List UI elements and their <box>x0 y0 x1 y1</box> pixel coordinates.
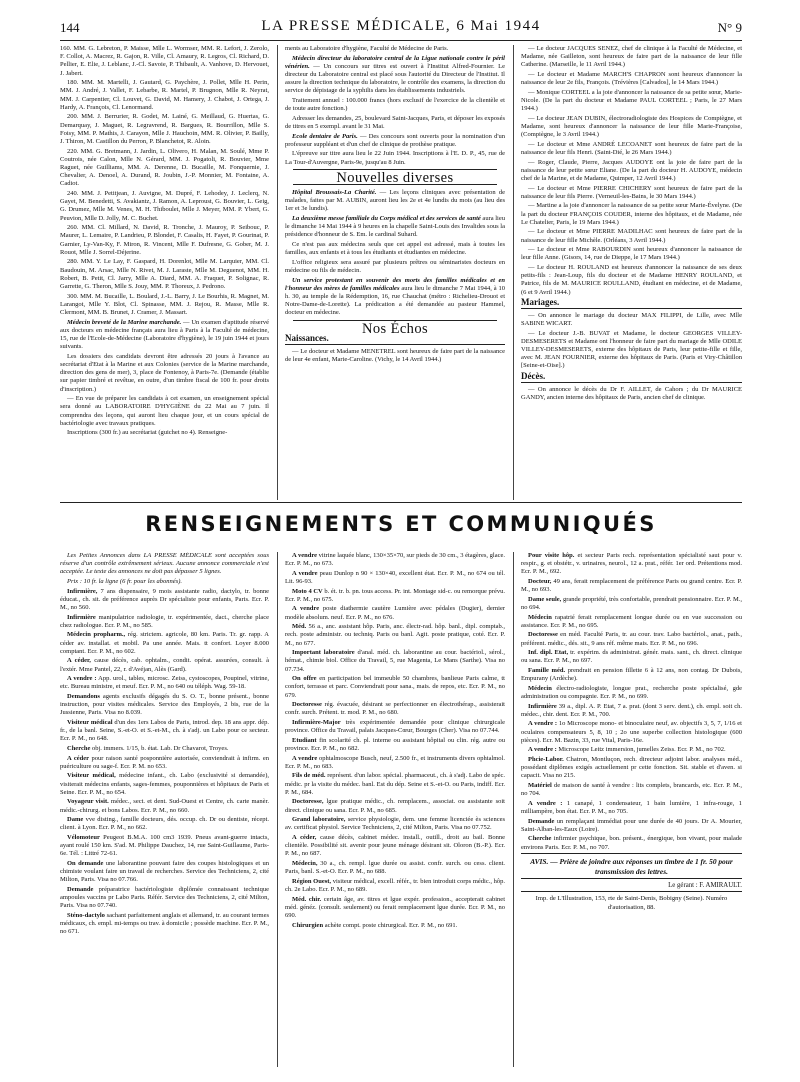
name-list-paragraph: 220. MM. G. Bretmann, J. Jardin, L. Olivero, H. Malan, M. Soulé, Mme P. Coutrois, née Calon, Mlle N. Gérard, MM. J. Pogatoli, R. Bouvier, Mme Raguet, née Guilliams, MM. A. Derenne, D. Bucaille, M. Fonquernie, J. Chevalier, A. Denoel, A. Durand, R. Joubin, J.-P. Monnier, M. Fontaine, A. Cadiot. <box>60 147 269 188</box>
ad-keyword: Pour visite hôp. <box>528 552 575 559</box>
classified-ad <box>60 745 269 753</box>
classified-ad <box>285 552 505 568</box>
ad-keyword: Doctoresse <box>528 631 558 639</box>
ad-keyword: Doctoresse <box>292 701 322 709</box>
ad-keyword: A céder, <box>67 657 91 665</box>
ad-text: cause décès, cabinet médec. install., outill., droit au bail. Bonne clientèle. Possibilité sit. avenir pour jeune ménage désirant sit. Oloron (B.-P.). Ecr. P. M., no 687. <box>285 833 505 858</box>
section-heading-nouvelles-diverses: Nouvelles diverses <box>336 169 454 186</box>
paragraph-service-protestant: Un service protestant en souvenir des morts des familles médicales et en l'honneur des mères de familles médicales aura lieu le dimanche 7 Mai 1944, à 10 h. 30, au temple de la Rédemption, 16, rue Chauchat (métro : Richelieu-Drouot et Notre-Dame-de-Lorette). La prédication a été demandée au pasteur Hammel, docteur en médecine. <box>285 276 505 317</box>
classified-ad <box>521 685 742 701</box>
classified-ad <box>521 614 742 630</box>
ad-keyword: Matériel <box>528 781 552 789</box>
ad-text: grande propriété, très confortable, prendrait pensionnaire. Ecr. P. M., no 694. <box>521 595 742 611</box>
ad-text: un remplaçant immédiat pour une durée de 40 jours. Dr A. Mourier, Saint-Alban-les-Eaux (Loire). <box>521 817 742 833</box>
birth-notice: — Le docteur et Mme PIERRE CHICHERY sont heureux de faire part de la naissance de leur fils Pierre. (Verneuil-les-Bains, le 30 Mars 1944.) <box>521 184 742 200</box>
ad-keyword: Demande <box>528 817 555 825</box>
ad-keyword: Dame <box>67 816 84 824</box>
ad-keyword: Dame seule, <box>528 595 562 603</box>
ad-keyword: Cherche <box>528 835 552 843</box>
ad-keyword: Demandons <box>67 692 100 700</box>
column-divider-1 <box>277 45 278 500</box>
ad-keyword: Infirmière <box>528 702 557 710</box>
section-title: RENSEIGNEMENTS ET COMMUNIQUÉS <box>145 512 657 536</box>
gerant-line: Le gérant : F. AMIRAULT. <box>668 881 742 889</box>
classified-ad <box>285 623 505 648</box>
paragraph-hopital: Hôpital Broussais-La Charité. — Les leçons cliniques avec présentation de malades, faites par M. AUBIN, auront lieu les 2e et 4e lundis du mois (au lieu des 1er et 3e lundis). <box>285 189 505 213</box>
subheading-rule <box>521 308 742 309</box>
column-1 <box>60 45 269 500</box>
classified-ad <box>521 667 742 683</box>
ad-keyword: Méd. chir. <box>292 895 322 903</box>
classified-ad <box>521 782 742 798</box>
ad-keyword: Etudiant <box>292 736 317 744</box>
ad-text: fin scolarité ch. pl. interne ou assistant hôpital ou clin. rég. autre ou province. Ecr. P. M., no 682. <box>285 736 505 752</box>
name-list-paragraph: 240. MM. J. Petitjean, J. Auvigne, M. Dupré, F. Lehodey, J. Leclerq, N. Gayet, M. Benedetti, S. Avakiantz, J. Ramon, A. Leproust, G. Bouvier, L. Geig, G. Drumez, Mlle M. Venes, M. H. Thiboulet, Mlle J. Meyer, MM. P. Ybert, G. Peuvion, Mlle D. Jolly, M. C. Buchet. <box>60 190 269 222</box>
birth-notice: — Le docteur H. ROULAND est heureux d'annoncer la naissance de ses deux petits-fils : Jean-Loup, fils du docteur et de Madame HENRY ROULAND, et Patrice, fils de M. MAURICE ROULLAND, étudiant en médecine, et de Madame, (6 et 9 Avril 1944.) <box>521 263 742 296</box>
ads-intro: Les Petites Annonces dans LA PRESSE MÉDICALE sont acceptées sous réserve d'un contrôle extrêmement sérieux. Aucune annonce commerciale n'est acceptée. Le texte des annonces ne doit pas dépasser 5 lignes. <box>60 552 269 576</box>
ads-price: Prix : 10 fr. la ligne (6 fr. pour les abonnés). <box>67 578 183 585</box>
paragraph-title: Médecin breveté de la Marine marchande. <box>67 318 182 326</box>
classified-ad <box>60 886 269 911</box>
name-list-paragraph: 200. MM. J. Berrurier, R. Godet, M. Lainé, G. Meillaud, G. Huertas, G. Demarquay, J. Maguet, R. Legravrend, R. Bargues, R. Bourrillon, Mlle S. Foisy, MM. P. Mathis, J. Carayon, Mlle J. Hauchoin, MM. R. Olivier, P. Bailly, J. Thiron, M. Castillon du Perron, P. Blanchetot, R. Aloin. <box>60 113 269 146</box>
birth-notice: — Roger, Claude, Pierre, Jacques AUDOYE ont la joie de faire part de la naissance de leur petite sœur Eliane. (De la part du docteur H. AUDOYE, médecin chef de la Marine, et de Madame, Quimper, 12 Avril 1944.) <box>521 158 742 182</box>
ad-text: Chatron, Montluçon, rech. directeur adjoint labor. analyses méd., possédant diplômes exigés actuellement pr cette fonction. Sit. stable et d'aven. si capacit. Visa no 215. <box>521 755 742 780</box>
classified-ad <box>285 701 505 717</box>
ad-text: ophtalmoscope Busch, neuf, 2.500 fr., et instruments divers ophtalmol. Ecr. P. M., no 683. <box>285 754 505 770</box>
ad-text: Peugeot B.M.A. 100 cm3 1939. Pneus avant-guerre intacts, ayant roulé 150 km. S'ad. M. Philippe Dauchez, 14, rue Saint-Guillaume, Paris-6e. Tél. : Littré 72-61. <box>60 833 269 858</box>
ad-keyword: Visiteur médical, <box>67 772 116 780</box>
ad-text: rapatrié ferait remplacement longue durée ou en vue succession ou assistance. Ecr. P. M., no 695. <box>521 613 742 629</box>
ad-text: électro-radiologiste, longue prat., recherche poste spécialisé, gde administration ou compagnie. Ecr. P. M., no 699. <box>521 684 742 700</box>
ad-text: préparatrice bactériologiste diplômée connaissant technique ampoules vaccins pr Labo Paris. Référ. Service des Techniciens, 2, cité Milton, Paris. Visa no 07.740. <box>60 885 269 910</box>
ad-keyword: Fils de méd. <box>292 772 326 780</box>
classified-ad <box>521 631 742 647</box>
subheading-deces: Décès. <box>521 370 546 381</box>
ad-keyword: Docteur, <box>528 578 552 585</box>
ads-divider-1 <box>277 552 278 1067</box>
classified-ad <box>60 772 269 797</box>
classified-ad <box>60 798 269 814</box>
ad-text: vitrine laquée blanc, 130×35×70, sur pieds de 30 cm., 3 étagères, glace. Ecr. P. M., no 673. <box>285 552 505 568</box>
ad-text: 49 ans, ferait remplacement de préférence Paris ou grand centre. Ecr. P. M., no 693. <box>521 578 742 594</box>
paragraph-traitement: Traitement annuel : 100.000 francs (hors exclusif de l'exercice de la clientèle et de toute autre fonction.) <box>285 97 505 113</box>
paragraph-epreuve: L'épreuve sur titre aura lieu le 22 Juin 1944. Inscriptions à l'E. D. P., 45, rue de La Tour-d'Auvergne, Paris-9e, jusqu'au 8 Juin. <box>285 150 505 166</box>
ad-keyword: A vendre <box>292 754 318 762</box>
paragraph-dossiers: Les dossiers des candidats devront être adressés 20 jours à l'avance au secrétariat d'Etat à la Marine et aux Colonies (service de la Marine marchande, direction des gens de mer), 3, place de Fontenoy, à Paris-7e. (Demande (établie sur papier timbré et revêtue, en outre, d'un timbre fiscal de 100 fr. pour droits d'inscription.) <box>60 352 269 393</box>
ad-keyword: On offre <box>292 675 317 683</box>
marriage-notice: — Le docteur J.-B. BUVAT et Madame, le docteur GEORGES VILLEY-DESMESERETS et Madame ont l'honneur de faire part du mariage de Mlle ODILE VILLEY-DESMESERETS, externe des hôpitaux de Paris, leur petite-fille et fille, avec M. JEAN FOURNIER, externe des hôpitaux de Paris. (Paris et Viry-Châtillon [Seine-et-Oise].) <box>521 329 742 370</box>
ad-text: médecine infant., ch. Labo (exclusivité si demandée), visiterait médecins enfants, sages-femmes, pouponnières et hôpitaux de Paris et Seine. Ecr. P. M., no 654. <box>60 772 269 796</box>
ad-keyword: Voyageur visit. <box>67 798 109 806</box>
ad-keyword: Médecin propharm., <box>67 631 126 639</box>
ad-text: 7 ans dispensaire, 9 mois assistante radio, dactylo, tr. bonne éducat., ch. sit. de préférence auprès Dr spécialiste pour enfants, Paris. Ecr. P. M., no 560. <box>60 587 269 611</box>
ad-text: visiteur médical, excell. référ., tr. bien introduit corps médic., hôp. ch. 2e Labo. Ecr. P. M., no 689. <box>285 877 505 893</box>
paragraph-preparation: — En vue de préparer les candidats à cet examen, un enseignement spécial sera donné au LABORATOIRE D'HYGIÈNE du 22 Mai au 7 juin. Il comprendra des leçons, qui auront lieu chaque jour, et un cours spécial de bactériologie avec travaux pratiques. <box>60 395 269 427</box>
ad-keyword: A vendre <box>292 569 318 577</box>
classified-ad <box>521 649 742 665</box>
birth-notice: — Monique CORTEEL a la joie d'annoncer la naissance de sa petite sœur, Marie-Nicole. (De la part du docteur et Madame PAUL CORTEEL ; Paris, le 27 Mars 1944.) <box>521 88 742 113</box>
paragraph-messe-3: L'office religieux sera assuré par plusieurs prêtres ou séminaristes docteurs en médecine ou fils de médecin. <box>285 258 505 274</box>
birth-notice: — Le docteur et Mme ANDRÉ LECOANET sont heureux de faire part de la naissance de leur fils Henri. (Saint-Dié, le 26 Mars 1944.) <box>521 140 742 156</box>
classified-ad <box>285 816 505 832</box>
death-notice: — On annonce le décès du Dr F. AILLET, de Cahors ; du Dr MAURICE GANDY, ancien interne des hôpitaux de Paris, ancien chef de clinique. <box>521 385 742 401</box>
ad-text: obj. immers. 1/15, b. état. Lab. Dr Chavarot, Troyes. <box>90 744 229 752</box>
ad-text: Microscope Leitz immersion, jumelles Zeiss. Ecr. P. M., no 702. <box>556 746 726 754</box>
ad-text: rég. évacuée, désirant se perfectionner en électrothérap., assisterait confr. surch. Prétent. tr. mod. P. M., no 680. <box>285 701 505 717</box>
ad-keyword: Chirurgien <box>292 921 324 929</box>
ad-text: et secteur Paris rech. représentation spécialisté saut pour v. respir., g. et obstétr., v. urinaires, neurol., 12 a. prat., référ. 1er ord. Prétentions mod. Ecr. P. M., 692. <box>521 552 742 576</box>
name-list-paragraph: 300. MM. M. Bucaille, L. Boulard, J.-L. Barry, J. Le Bourhis, R. Magnet, M. Larangot, Mlle Y. Blot, Cl. Spinasse, MM. J. Rejou, R. Masse, Mlle R. Clermont, MM. B. Brunet, J. Cramer, J. Massart. <box>60 292 269 317</box>
classified-ad <box>60 755 269 771</box>
ad-keyword: A vendre : <box>528 720 558 728</box>
ad-text: achète compt. poste chirurgical. Ecr. P. M., no 691. <box>323 921 458 929</box>
ad-keyword: Moto 4 CV <box>292 587 323 595</box>
classified-ad <box>60 693 269 718</box>
classified-ad <box>60 631 269 656</box>
classified-ad <box>521 818 742 834</box>
ad-keyword: Phcie-Labor. <box>528 755 564 763</box>
birth-notice: — Le docteur JEAN DUBIN, électroradiologiste des Hospices de Compiègne, et Madame, sont heureux d'annoncer la naissance de leur fille Marie-Françoise, (Compiègne, le 3 Avril 1944.) <box>521 114 742 139</box>
name-list-paragraph: 260. MM. Cl. Millard, N. David, R. Tronche, J. Mauroy, P. Seibouc, P. Maurer, L. Lemaire, P. Landrieu, P. Blondet, F. Casalis, H. Fayet, P. Gourinat, P. Garnier, Ly-Van-Ky, F. Miron, R. Vincent, Mlle F. Dufresne, G. Gober, M. J. Rouot, Mlle J. Sorrel-Déjerine. <box>60 224 269 256</box>
birth-notice: — Le docteur et Mme PIERRE MADILHAC sont heureux de faire part de la naissance de leur fille Michèle. (Orléans, 3 Avril 1944.) <box>521 228 742 244</box>
classified-ad <box>521 578 742 594</box>
classified-ad <box>60 588 269 613</box>
paragraph-adresser: Adresser les demandes, 25, boulevard Saint-Jacques, Paris, et déposer les exposés de titres en 5 exempl. avant le 31 Mai. <box>285 114 505 130</box>
paragraph-brevete <box>60 319 269 352</box>
ad-text: sachant parfaitement anglais et allemand, tr. au courant termes médicaux, ch. empl. mi-temps ou trav. à domicile ; possède machine. Ecr. P. M., no 671. <box>60 911 269 936</box>
ad-text: médec., sect. et dent. Sud-Ouest et Centre, ch. carte manèr. médic.-chirurg. et bons Labos. Ecr. P. M., no 660. <box>60 798 269 814</box>
classified-ad <box>285 719 505 735</box>
ad-keyword: Région Ouest, <box>292 877 332 885</box>
imprint-line: Imp. de L'Illustration, 153, rte de Saint-Denis, Bobigny (Seine). Numéro d'autorisation, 88. <box>535 895 728 911</box>
ad-text: d'anal. méd. ch. laborantine au cour. bactériol., sérol., hémat., chimie biol. Office du Travail, 5, rue Magenta, Le Mans (Sarthe). Visa no 07.734. <box>285 649 505 673</box>
ad-text: d'un des 1ers Labos de Paris, introd. dep. 18 ans appr. dép. fr., de la banl. Seine, S.-et-O. et S.-et-M., ch. à s'adj. un Labo pour ce secteur. Ecr. P. M., no 648. <box>60 718 269 743</box>
classified-ad <box>60 816 269 832</box>
marriage-notice: — On annonce le mariage du docteur MAX FILIPPI, de Lille, avec Mlle SABINE WICART. <box>521 311 742 327</box>
issue-number: N° 9 <box>717 20 742 35</box>
ad-keyword: A vendre : <box>528 799 563 807</box>
classified-ad <box>521 552 742 577</box>
ad-keyword: Médecin <box>528 613 552 621</box>
ad-keyword: A vendre <box>292 552 317 559</box>
classified-ad <box>521 835 742 851</box>
ad-text: 39 a., dipl. A. P. Etat, 7 a. prat. (dont 3 serv. dent.), ch. empl. soit ch. médec., chir. dent. Ecr. P. M., 700. <box>521 702 742 718</box>
paragraph-directeur: Médecin directeur du laboratoire central de la Ligue nationale contre le péril vénérien. — Un concours sur titres est ouvert à l'Institut Alfred-Fournier. Le directeur du Laboratoire central est placé sous l'autorité du Directeur de l'Institut. Il assure la direction technique du laboratoire, le contrôle des examens, la direction du service de dépistage de la syphilis dans les établissements industriels. <box>285 54 505 95</box>
name-list-paragraph: 280. MM. Y. Le Lay, F. Gaspard, H. Dorenlot, Mlle M. Larquier, MM. Cl. Baudouin, M. Arsac, Mlle N. Rivet, M. J. Laraste, Mlle M. Deguenot, MM. H. Robert, B. Petit, Cl. Jarry, Mlle A. Diard, MM. A. Fraquet, P. Solignac, R. Garrette, G. Theron, Mlle S. Jouy, MM. P. Thoreux, J. Pedrono. <box>60 258 269 291</box>
ad-text: certain âge, av. titres et lgue expér. profession., accepterait cabinet méd. généz. (consult. seulement) ou ferait remplacement lgue durée. Ecr. P. M., no 690. <box>285 895 505 919</box>
ad-text: agents exclusifs dégagés du S. O. T., bonne présent., bonne instruction, pour visites médicales. Service des Employés, 2 bis, rue de la Jussienne, Paris. Visa no 8.039. <box>60 692 269 717</box>
classified-ad <box>60 719 269 744</box>
section-heading-nos-echos: Nos Échos <box>361 320 429 337</box>
ad-text: très expérimentée demandée pour clinique chirurgicale province. Office du Travail, palais Jacques-Cœur, Bourges (Cher). Visa no 07.744. <box>285 718 505 735</box>
ads-column-2 <box>285 552 505 1072</box>
ad-keyword: Infirmière, <box>67 587 98 595</box>
ad-keyword: A céder <box>67 754 90 762</box>
ad-text: vve disting., famille docteurs, dés. occup. ch. Dr ou dentiste, récept. client. à Lyon. Ecr. P. M., no 662. <box>60 816 269 832</box>
avis-rule <box>521 853 742 854</box>
ad-text: représent. d'un labor. spécial. pharmaceut., ch. à s'adj. Labo de spéc. médic. pr la visite du médec. banl. Est du dép. Seine et S.-et-O. ou Paris, indiff. Ecr. P. M., 684. <box>285 772 505 796</box>
classified-ad <box>285 834 505 859</box>
birth-notice: — Le docteur et Mme RABOURDIN sont heureux d'annoncer la naissance de leur fille Anne. (Gisors, 14, rue de Dieppe, le 17 Mars 1944.) <box>521 246 742 262</box>
ad-text: 1 canapé, 1 condensateur, 1 bain lumière, 1 infra-rouge, 1 milliampère, bon état. Ecr. P. M., no 705. <box>521 799 742 815</box>
ad-keyword: Cherche <box>67 744 91 752</box>
classified-ad <box>285 588 505 604</box>
classified-ad <box>60 834 269 859</box>
column-divider-2 <box>513 45 514 500</box>
classified-ad <box>285 878 505 894</box>
birth-notice: — Martine a la joie d'annoncer la naissance de sa petite sœur Marie-Évelyne. (De la part du docteur FRANÇOIS COUDER, interne des hôpitaux, et de Madame, née Le Chatelier, Paris, le 19 Mars 1944.) <box>521 202 742 226</box>
avis-notice: AVIS. — Prière de joindre aux réponses un timbre de 1 fr. 50 pour transmission des lettres. <box>530 857 733 876</box>
ad-text: cause décès, cab. ophtalm., condit. opérat. assurées, consult. à l'extér. Mme Pantel, 22, r. d'Avéjan, Alès (Gard). <box>60 657 269 673</box>
classified-ad <box>60 675 269 691</box>
classified-ad <box>60 860 269 885</box>
classified-ad <box>521 746 742 754</box>
subheading-naissances: Naissances. <box>285 333 329 344</box>
classified-ad <box>60 657 269 673</box>
classified-ad <box>285 860 505 876</box>
ad-text: 56 a., anc. assistant hôp. Paris, anc. électr-rad. hôp. banl., dipl. comptab., rech. poste administr. ou techniq. Paris ou banl. Agit. poste pratique, coté. Ecr. P. M., no 677. <box>285 623 505 647</box>
ad-keyword: On demande <box>67 859 104 867</box>
ad-text: 30 a., ch. rempl. lgue durée ou assist. confr. surch. ou cess. client. Paris, banl. S.-et-O. Ecr. P. M., no 688. <box>285 859 505 876</box>
ad-text: infirmier psychique, bon. présent., énergique, bon vivant, pour malade environs Paris. Ecr. P. M., no 707. <box>521 835 742 851</box>
classified-ad <box>521 703 742 719</box>
column-3 <box>521 45 742 500</box>
ad-text: lgue pratique médic., ch. remplacem., associat. ou assistante soit direct. clinique ou sana. Ecr. P. M., no 685. <box>285 798 505 814</box>
ads-column-1 <box>60 552 269 1072</box>
ad-keyword: Important laboratoire <box>292 649 355 657</box>
ad-text: en méd. Faculté Paris, tr. au cour. trav. Labo bactériol., anat., path., préférent. médic., dés. sit., 9 ans réf. même mais. Ecr. P. M., no 696. <box>521 631 742 647</box>
header-rule <box>60 40 742 41</box>
ad-keyword: A vendre : <box>528 746 557 754</box>
ad-text: App. urol., tables, microsc. Zeiss, cystoscopes, Poupinel, vitrine, etc. Bureau ministre, et meuf. Ecr. P. M., no 640 ou téléph. Wag. 59-18. <box>60 675 269 691</box>
classified-ad <box>285 570 505 586</box>
ad-text: service physiologie, dem. une femme licenciée ès sciences av. certificat physiol. Service Techniciens, 2, cité Milton, Paris. Visa no 07.752. <box>285 816 505 832</box>
classified-ad <box>521 720 742 745</box>
ad-keyword: A vendre : <box>67 675 97 683</box>
classified-ad <box>521 800 742 816</box>
ad-text: tr. expérim. ds administrat. génér. mais. sant., ch. direct. clinique ou sana. Ecr. P. M., no 697. <box>521 649 742 665</box>
ad-keyword: Visiteur médical <box>67 718 113 726</box>
subheading-rule <box>285 344 505 345</box>
paragraph-messe-2: Ce n'est pas aux médecins seuls que cet appel est adressé, mais à toutes les familles, aux enfants et à tous les étudiants et étudiantes en médecine. <box>285 241 505 257</box>
ad-text: une laborantine pouvant faire des coupes histologiques et un chimiste voulant faire un travail de recherches. Service des Techniciens, 2, cité Milton, Paris. Visa no 07.766. <box>60 859 269 884</box>
ad-text: prendrait en pension fillette 6 à 12 ans, non contag. Dr Dubois, Empurany (Ardèche). <box>521 666 742 683</box>
avis-rule <box>521 878 742 879</box>
classified-ad <box>521 596 742 612</box>
column-2 <box>285 45 505 500</box>
ad-keyword: Famille méd. <box>528 666 566 674</box>
name-list-paragraph: 180. MM. M. Martelli, J. Gautard, G. Paychère, J. Pollet, Mlle H. Perin, MM. J. André, J. Vallet, F. Lebarbe, R. Martel, P. Brugnon, Mlle R. Neyrat, MM. J. Carpentier, Cl. Louvet, G. David, M. Hamery, J. Chabot, J. Ortega, J. Hardy, A. François, Cl. Lenormand. <box>60 79 269 111</box>
subheading-rule <box>521 382 742 383</box>
birth-notice: — Le docteur JACQUES SENEZ, chef de clinique à la Faculté de Médecine, et Madame, née Gailleton, sont heureux de faire part de la naissance de leur fille Catherine. (Marseille, le 11 Avril 1944.) <box>521 45 742 69</box>
page-number: 144 <box>60 20 80 35</box>
ad-text: pour raison santé posponnière autorisée, conviendrait à infirm. en puériculture ou sage-f. Ecr. P. M. no 653. <box>60 754 269 770</box>
ad-text: poste diathermie cautère Lumière avec pédales (Dugier), dernier modèle absolum. neuf. Ecr. P. M., no 676. <box>285 605 505 621</box>
paragraph-messe: La deuxième messe familiale du Corps médical et des services de santé aura lieu le dimanche 14 Mai 1944 à 9 heures en la chapelle Saint-Louis des Invalides sous la présidence d'honneur de S. Em. le cardinal Suhard. <box>285 215 505 239</box>
ad-keyword: Infirmière-Major <box>292 718 341 726</box>
ad-text: en participation bel immeuble 50 chambres, banlieue Paris calme, tt confort, terrasse et parc. Conviendrait pour sana., mais. de repos, etc. Ecr. P. M., no 679. <box>285 675 505 699</box>
ad-text: b. ét. tr. b. pn. tous access. Pr. int. Montage sid-c. ou remorque prévu. Ecr. P. M., no 675. <box>285 587 505 603</box>
ad-keyword: Méd. <box>292 623 307 631</box>
ads-divider-2 <box>513 552 514 1067</box>
page-header <box>60 18 742 40</box>
classified-ad <box>285 605 505 621</box>
classified-ad <box>285 675 505 700</box>
birth-notice: — Le docteur et Madame MARCH'S CHAPRON sont heureux d'annoncer la naissance de leur 2e fils, François. (Trévières [Calvados], le 14 Mars 1944.) <box>521 71 742 87</box>
ad-keyword: A céder, <box>292 833 317 841</box>
classified-ad <box>285 649 505 674</box>
paragraph-naissance: — Le docteur et Madame MENETREL sont heureux de faire part de la naissance de leur 4e enfant, Marie-Caroline. (Vichy, le 14 Avril 1944.) <box>285 347 505 363</box>
journal-title: LA PRESSE MÉDICALE, 6 Mai 1944 <box>261 18 541 34</box>
imprint-rule <box>521 891 742 892</box>
paragraph-body: — Un examen d'aptitude réservé aux docteurs en médecine français aura lieu à Paris à la Faculté de médecine, 15, rue de l'Ecole-de-Médecine (Laboratoire d'hygiène), le 19 juin 1944 et jours suivants. <box>60 318 269 351</box>
classified-ad <box>285 896 505 921</box>
classified-ad <box>285 755 505 771</box>
classified-ad <box>60 614 269 630</box>
ad-keyword: Demande <box>67 885 94 893</box>
classified-ad <box>285 798 505 814</box>
name-list-paragraph: 160. MM. G. Lebreton, P. Maisse, Mlle L. Wormser, MM. R. Lefort, J. Zerolo, F. Collot, A. Macrez, R. Gajon, R. Ville, Cl. Amaury, R. Legros, Cl. Richard, D. Pellier, E. Elie, J. Leblanc, J.-Cl. Savoie, P. Thibault, A. Vanhove, D. Hervouet, J. Jabert. <box>60 45 269 77</box>
ad-keyword: Doctoresse, <box>292 798 324 806</box>
ad-keyword: Médecin, <box>292 859 318 867</box>
ad-text: 1o Microscope mono- et binoculaire neuf, av. objectifs 3, 5, 7, 1/16 et oculaires compensateurs 5, 8, 10 ; 2o une superbe collection histologique (600 pièces). Ecr. M. Bazin, 33, rue Vital, Paris-16e. <box>521 720 742 744</box>
ad-keyword: Infirmière <box>67 613 96 621</box>
paragraph-ecole-dentaire: Ecole dentaire de Paris. — Des concours sont ouverts pour la nomination d'un professeur suppléant et d'un chef de clinique de prothèse pratique. <box>285 132 505 148</box>
ad-text: manipulatrice radiologie, tr. expérimentée, dact., cherche place chez radiologue. Ecr. P. M., no 585. <box>60 613 269 629</box>
ad-text: peau Dunlop n 90 × 130×40, excellent état. Ecr. P. M., no 674 ou tél. Lit. 96-93. <box>285 569 505 585</box>
ad-text: rég. strictem. agricole, 80 km. Paris. Tr. gr. rapp. A céder av. installat. et mobil. Pa une année. Mais. tt confort. Loyer 8.000 comptant. Ecr. P. M., no 602. <box>60 631 269 655</box>
classified-ad <box>285 922 505 930</box>
paragraph-continuation: ments au Laboratoire d'hygiène, Faculté de Médecine de Paris. <box>285 45 449 52</box>
ad-keyword: Vélomoteur <box>67 833 100 841</box>
classified-ad <box>521 756 742 781</box>
subheading-mariages: Mariages. <box>521 297 560 308</box>
ad-keyword: Grand laboratoire, <box>292 816 346 824</box>
section-top-rule <box>60 502 742 503</box>
ad-keyword: Médecin <box>528 684 552 692</box>
classified-ad <box>60 912 269 937</box>
ad-text: de maison de santé à vendre : lits complets, brancards, etc. Ecr. P. M., no 704. <box>521 781 742 798</box>
classified-ad <box>285 772 505 797</box>
paragraph-inscriptions: Inscriptions (300 fr.) au secrétariat (guichet no 4). Renseigne- <box>67 429 228 437</box>
ad-keyword: Sténo-dactylo <box>67 911 105 919</box>
ad-keyword: A vendre <box>292 605 320 613</box>
classified-ad <box>285 737 505 753</box>
ad-keyword: Inf. dipl. Etat, <box>528 649 569 657</box>
ads-column-3 <box>521 552 742 1072</box>
